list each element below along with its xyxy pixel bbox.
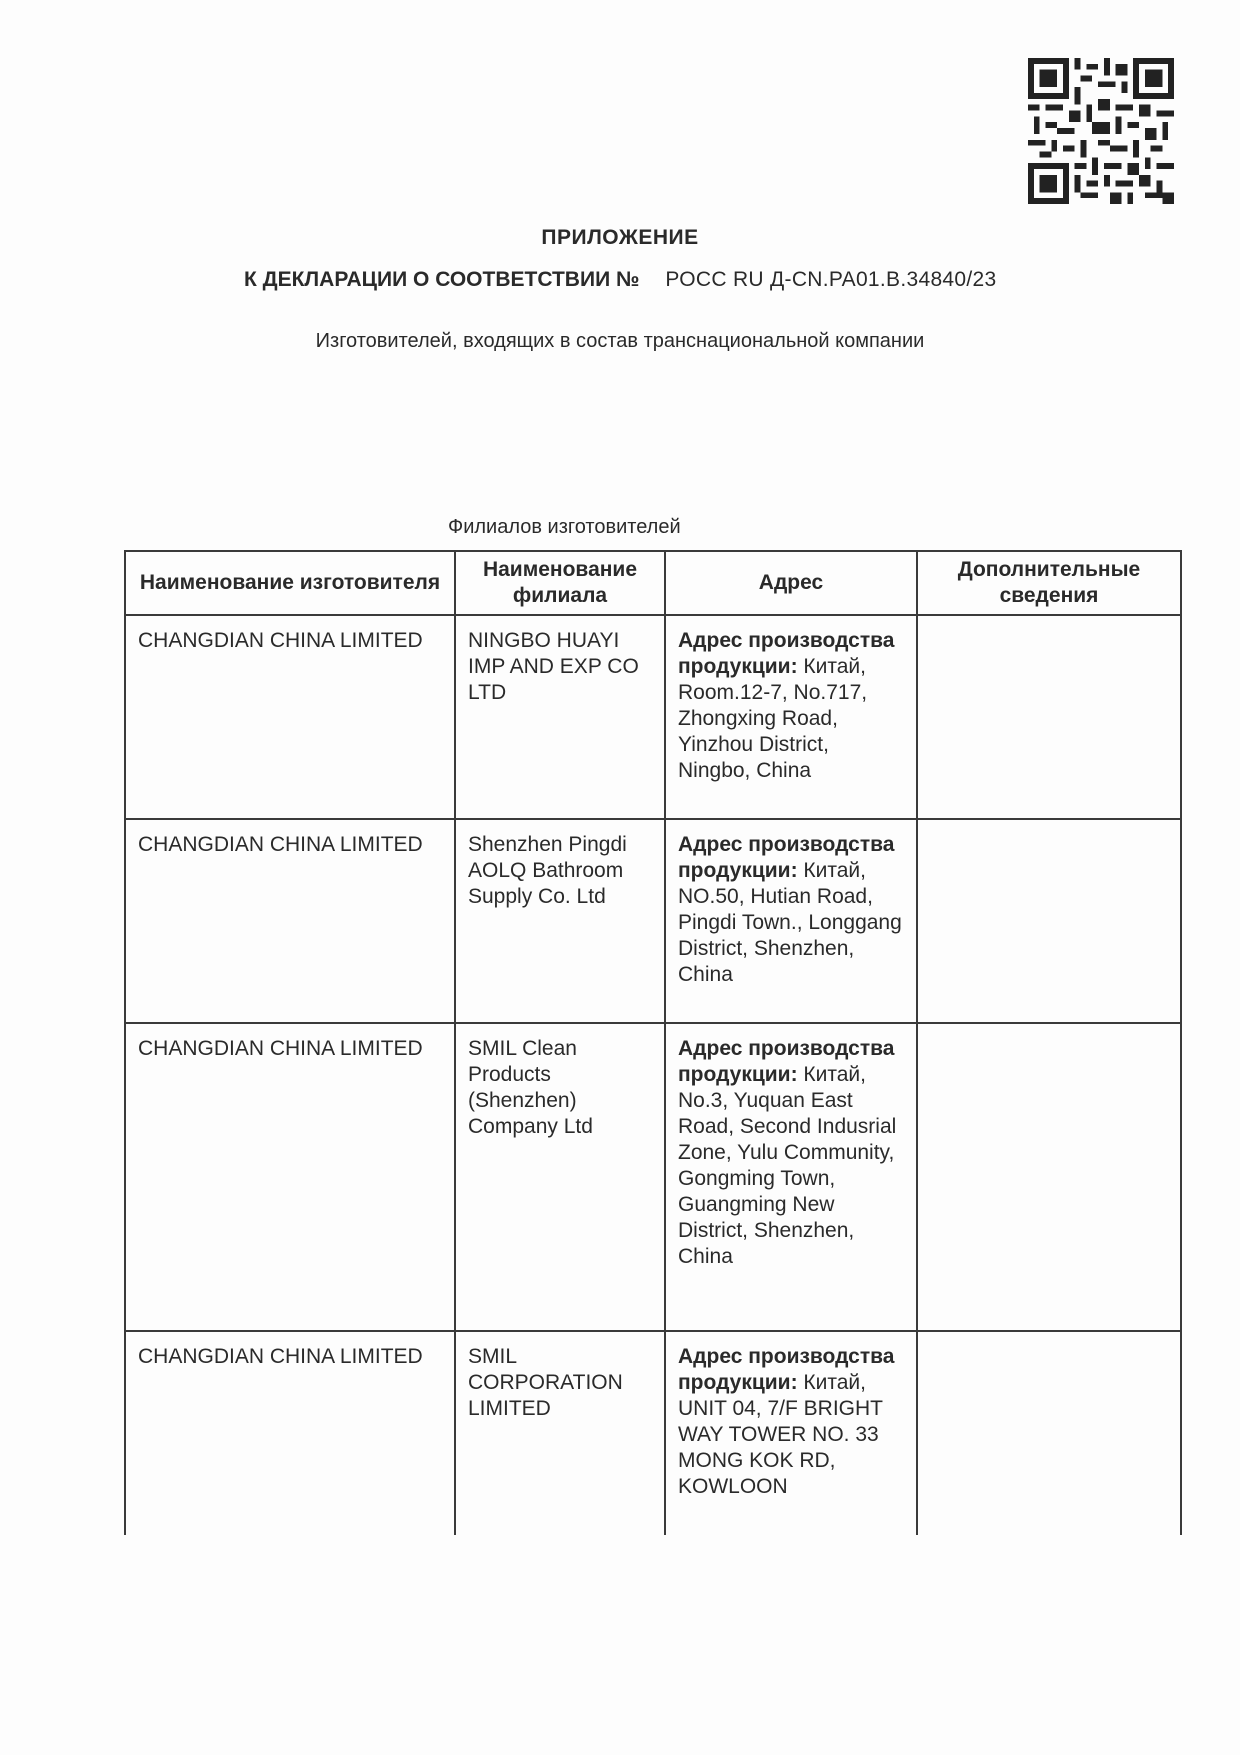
table-caption: Филиалов изготовителей — [448, 516, 681, 538]
column-header-address: Адрес — [665, 551, 917, 615]
address-value: Китай, Room.12-7, No.717, Zhongxing Road, Yinzhou District, Ningbo, China — [678, 655, 868, 782]
document-subtitle: Изготовителей, входящих в состав транснациональной компании — [315, 330, 925, 352]
extra-cell — [917, 819, 1181, 1023]
branch-cell: SMIL CORPORATION LIMITED — [455, 1331, 665, 1535]
manufacturer-cell: CHANGDIAN CHINA LIMITED — [125, 1331, 455, 1535]
branches-table — [124, 550, 1182, 1535]
manufacturer-cell: CHANGDIAN CHINA LIMITED — [125, 819, 455, 1023]
table-row — [125, 819, 1181, 1023]
extra-cell — [917, 1331, 1181, 1535]
extra-cell — [917, 1023, 1181, 1331]
address-label: Адрес производства продукции: — [678, 1345, 895, 1394]
table-header-row — [125, 551, 1181, 615]
address-cell — [665, 819, 917, 1023]
manufacturer-cell: CHANGDIAN CHINA LIMITED — [125, 615, 455, 819]
address-cell — [665, 615, 917, 819]
column-header-extra: Дополнительные сведения — [917, 551, 1181, 615]
branch-cell: Shenzhen Pingdi AOLQ Bathroom Supply Co. Ltd — [455, 819, 665, 1023]
column-header-branch: Наименование филиала — [455, 551, 665, 615]
extra-cell — [917, 615, 1181, 819]
table-row — [125, 615, 1181, 819]
table-row — [125, 1023, 1181, 1331]
qr-code-icon — [1028, 58, 1174, 204]
declaration-number: РОСС RU Д-CN.PA01.B.34840/23 — [665, 268, 997, 291]
address-label: Адрес производства продукции: — [678, 833, 895, 882]
column-header-manufacturer: Наименование изготовителя — [125, 551, 455, 615]
address-label: Адрес производства продукции: — [678, 629, 895, 678]
address-label: Адрес производства продукции: — [678, 1037, 895, 1086]
address-cell — [665, 1331, 917, 1535]
declaration-prefix: К ДЕКЛАРАЦИИ О СООТВЕТСТВИИ № — [244, 268, 640, 291]
page-title: ПРИЛОЖЕНИЕ — [541, 226, 699, 249]
manufacturer-cell: CHANGDIAN CHINA LIMITED — [125, 1023, 455, 1331]
declaration-line — [244, 268, 996, 292]
branch-cell: NINGBO HUAYI IMP AND EXP CO LTD — [455, 615, 665, 819]
address-cell — [665, 1023, 917, 1331]
branch-cell: SMIL Clean Products (Shenzhen) Company Ltd — [455, 1023, 665, 1331]
address-value: Китай, No.3, Yuquan East Road, Second Indusrial Zone, Yulu Community, Gongming Town, Guangming New District, Shenzhen, China — [678, 1063, 897, 1268]
address-value: Китай, NO.50, Hutian Road, Pingdi Town., Longgang District, Shenzhen, China — [678, 859, 902, 986]
address-value: Китай, UNIT 04, 7/F BRIGHT WAY TOWER NO. 33 MONG KOK RD, KOWLOON — [678, 1371, 883, 1498]
table-row — [125, 1331, 1181, 1535]
